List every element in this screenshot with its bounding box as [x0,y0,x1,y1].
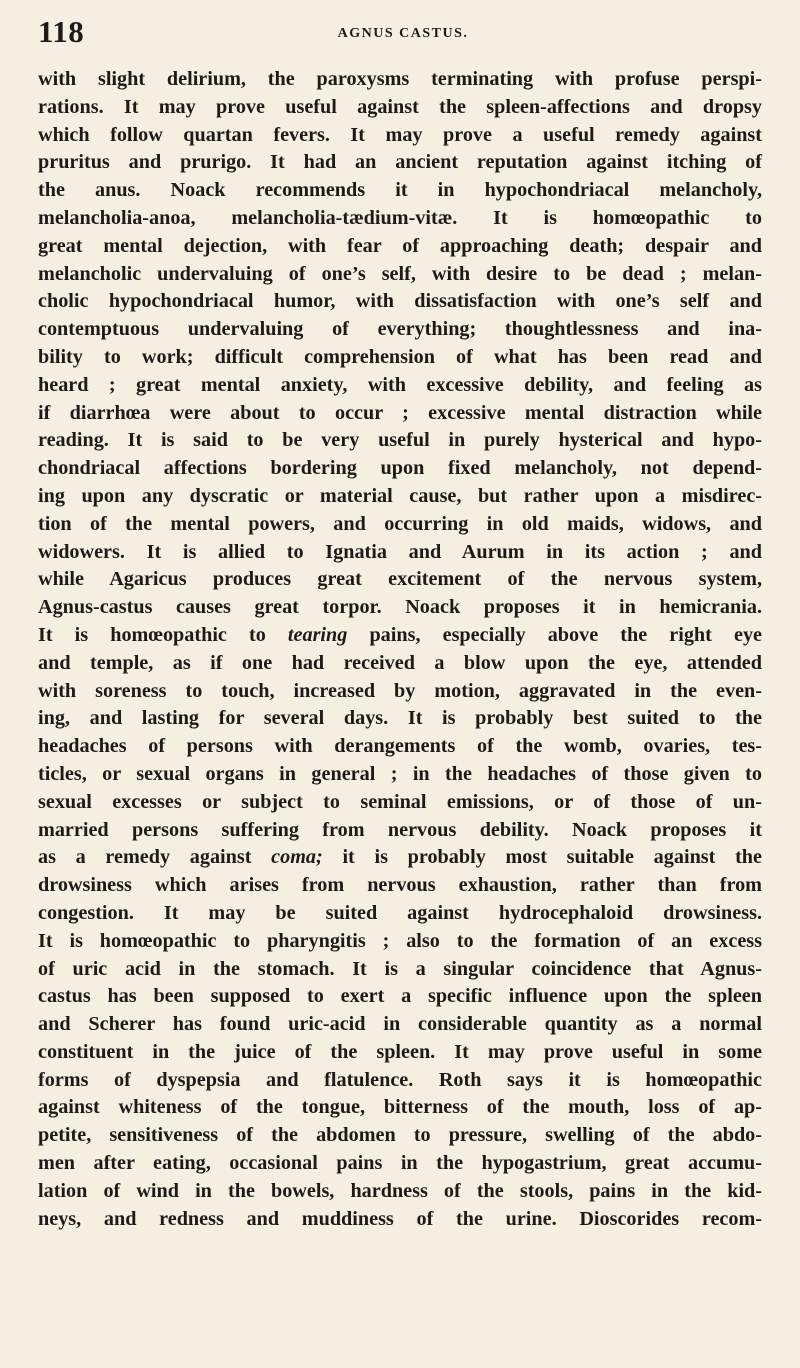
page-number: 118 [38,14,85,49]
text-line [38,983,762,1011]
text-line [38,177,762,205]
text-run: constituent in the juice of the spleen. It may prove useful in some [38,1040,762,1063]
text-run: married persons suffering from nervous debility. Noack proposes it [38,818,762,841]
text-line [38,1178,762,1206]
text-run: forms of dyspepsia and flatulence. Roth says it is homœopathic [38,1068,762,1091]
text-line [38,900,762,928]
text-run: lation of wind in the bowels, hardness of the stools, pains in the kid- [38,1179,762,1202]
text-line [38,483,762,511]
text-run: with slight delirium, the paroxysms terminating with profuse perspi- [38,68,762,90]
text-run: which follow quartan fevers. It may prove a useful remedy against [38,123,762,146]
text-run: sexual excesses or subject to seminal emissions, or of those of un- [38,790,762,813]
text-run: and temple, as if one had received a blow upon the eye, attended [38,651,762,674]
text-run: men after eating, occasional pains in the hypogastrium, great accumu- [38,1152,762,1175]
text-line [38,678,762,706]
text-run: cholic hypochondriacal humor, with dissatisfaction with one’s self and [38,290,762,313]
text-line [38,372,762,400]
text-run: neys, and redness and muddiness of the urine. Dioscorides recom- [38,1207,762,1230]
text-run: pruritus and prurigo. It had an ancient reputation against itching of [38,151,762,174]
text-line [38,288,762,316]
text-line [38,427,762,455]
text-line [38,566,762,594]
text-line [38,66,762,94]
text-run: ing upon any dyscratic or material cause, but rather upon a misdirec- [38,484,762,507]
text-line [38,1122,762,1150]
text-run: melancholia-anoa, melancholia-tædium-vitæ. It is homœopathic to [38,206,762,229]
text-line [38,872,762,900]
text-run: petite, sensitiveness of the abdomen to pressure, swelling of the abdo- [38,1124,762,1147]
text-run: tion of the mental powers, and occurring in old maids, widows, and [38,512,762,535]
text-line [38,94,762,122]
text-run: bility to work; difficult comprehension of what has been read and [38,345,762,368]
text-run: as a remedy against [38,846,272,869]
text-run: ing, and lasting for several days. It is probably best suited to the [38,707,762,730]
text-run: contemptuous undervaluing of everything; thoughtlessness and ina- [38,318,762,341]
text-run: of uric acid in the stomach. It is a singular coincidence that Agnus- [38,957,762,980]
text-line [38,122,762,150]
text-line [38,149,762,177]
text-line [38,817,762,845]
text-run: It is homœopathic to [38,623,288,646]
text-line [38,233,762,261]
text-run: rations. It may prove useful against the spleen-affections and dropsy [38,95,762,118]
text-run: and Scherer has found uric-acid in considerable quantity as a normal [38,1013,762,1036]
text-run: pains, especially above the right eye [347,623,762,646]
text-run: ticles, or sexual organs in general ; in the headaches of those given to [38,762,762,785]
text-run: the anus. Noack recommends it in hypochondriacal melancholy, [38,179,762,202]
text-line [38,705,762,733]
text-line [38,316,762,344]
text-run: while Agaricus produces great excitement of the nervous system, [38,568,762,591]
text-line [38,1011,762,1039]
text-run: drowsiness which arises from nervous exhaustion, rather than from [38,874,762,897]
text-line [38,1150,762,1178]
body-text [38,66,762,1233]
text-run: heard ; great mental anxiety, with excessive debility, and feeling as [38,373,762,396]
text-run: headaches of persons with derangements of the womb, ovaries, tes- [38,735,762,758]
text-run: Agnus-castus causes great torpor. Noack proposes it in hemicrania. [38,596,762,619]
text-run: castus has been supposed to exert a specific influence upon the spleen [38,985,762,1008]
text-run: widowers. It is allied to Ignatia and Aurum in its action ; and [38,540,762,563]
text-run: with soreness to touch, increased by motion, aggravated in the even- [38,679,762,702]
text-run: melancholic undervaluing of one’s self, with desire to be dead ; melan- [38,262,762,285]
text-line [38,1206,762,1234]
text-line [38,261,762,289]
italic-phrase: tearing [287,623,348,646]
text-run: it is probably most suitable against the [322,846,762,869]
text-run: if diarrhœa were about to occur ; excessive mental distraction while [38,401,762,424]
text-line [38,344,762,372]
text-line [38,761,762,789]
text-line [38,789,762,817]
text-run: It is homœopathic to pharyngitis ; also to the formation of an excess [38,929,762,952]
text-line [38,400,762,428]
text-line [38,650,762,678]
text-line [38,928,762,956]
text-line [38,511,762,539]
text-line [38,956,762,984]
text-line [38,1067,762,1095]
text-line [38,1094,762,1122]
text-run: chondriacal affections bordering upon fixed melancholy, not depend- [38,457,762,480]
text-line [38,539,762,567]
text-run: against whiteness of the tongue, bitterness of the mouth, loss of ap- [38,1096,762,1119]
text-line [38,1039,762,1067]
text-line [38,205,762,233]
text-run: reading. It is said to be very useful in purely hysterical and hypo- [38,429,762,452]
text-run: congestion. It may be suited against hydrocephaloid drowsiness. [38,901,762,924]
text-line [38,844,762,872]
text-line [38,455,762,483]
italic-phrase: coma; [271,846,323,869]
text-run: great mental dejection, with fear of approaching death; despair and [38,234,762,257]
text-line [38,733,762,761]
text-line [38,594,762,622]
text-line [38,622,762,650]
running-title: AGNUS CASTUS. [337,26,469,41]
